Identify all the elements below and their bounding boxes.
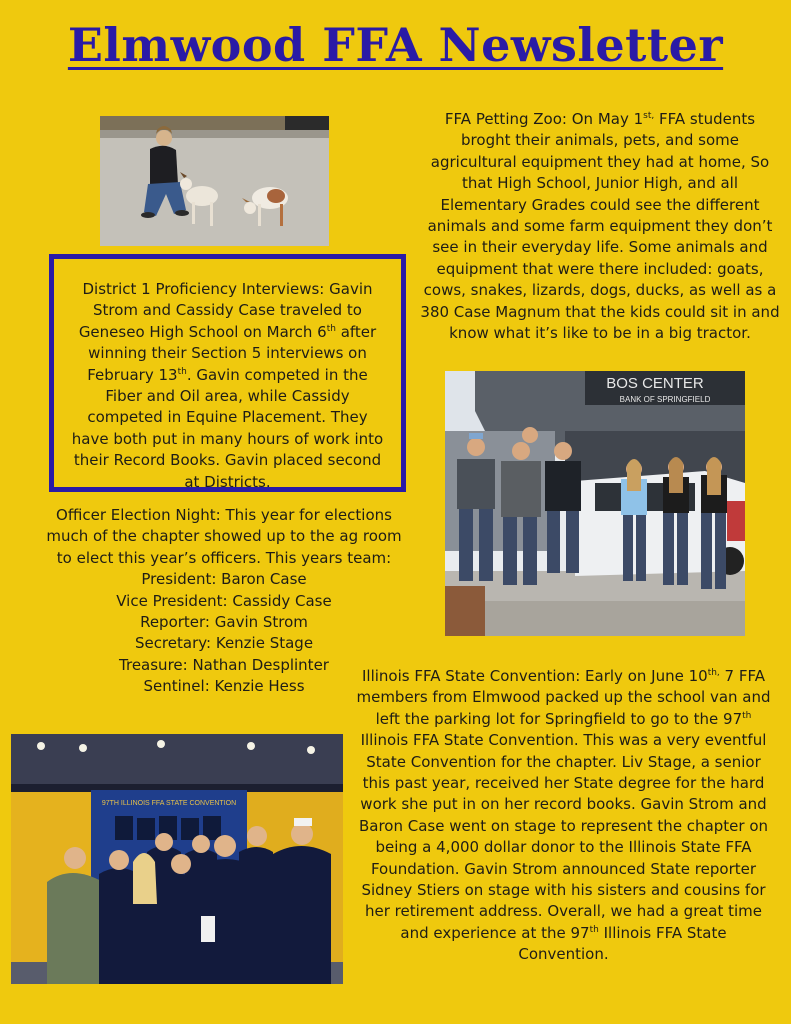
officer-item: Reporter: Gavin Strom <box>140 613 308 632</box>
convention-group-photo <box>11 734 343 984</box>
state-convention-article: Illinois FFA State Convention: Early on June $10^{th,}$ 7 FFA members from Elmwood packed up the school van and left the parking lot for Springfield to go to the 97th Illinois FFA State Convention. This was a very eventful State Convention for the chapter. Liv Stage, a senior this past year, received her State degree for the hard work she put in on her record books. Gavin Strom and Baron Case went on stage to represent the chapter on being a 4,000 dollar donor to the Illinois State FFA Foundation. Gavin Strom announced State reporter Sidney Stiers on stage with his sisters and cousins for her retirement address. Overall, we had a great time and experience at the 97th Illinois FFA State Convention. <box>356 667 771 964</box>
proficiency-article: District 1 Proficiency Interviews: Gavin Strom and Cassidy Case traveled to Geneseo High School on March 6th after winning their Section 5 interviews on February 13th. Gavin competed in the Fiber and Oil area, while Cassidy competed in Equine Placement. They have both put in many hours of work into their Record Books. Gavin placed second at Districts. <box>71 280 384 491</box>
officer-election-intro: Officer Election Night: This year for elections much of the chapter showed up to the ag room to elect this year’s officers. This years team: <box>46 506 402 567</box>
proficiency-article-box <box>49 254 406 492</box>
state-convention-van-photo <box>445 371 745 636</box>
convention-backdrop-text: 97TH ILLINOIS FFA STATE CONVENTION <box>101 800 237 807</box>
bos-sign-title: BOS CENTER <box>606 375 704 392</box>
newsletter-title: Elmwood FFA Newsletter <box>67 18 724 72</box>
officer-item: Vice President: Cassidy Case <box>116 591 332 610</box>
officer-item: Secretary: Kenzie Stage <box>134 634 314 653</box>
petting-zoo-photo <box>100 116 329 246</box>
bos-sign-subtitle: BANK OF SPRINGFIELD <box>619 395 711 404</box>
officer-item: Treasure: Nathan Desplinter <box>119 655 329 674</box>
officer-election-article <box>40 505 408 698</box>
petting-zoo-article: FFA Petting Zoo: On May $1^{st,}$ FFA students broght their animals, pets, and some agricultural equipment they had at home, So that High School, Junior High, and all Elementary Grades could see the different animals and some farm equipment they don’t see in their everyday life. Some animals and equipment that were there included: goats, cows, snakes, lizards, dogs, ducks, as well as a 380 Case Magnum that the kids could sit in and know what it’s like to be in a big tractor. <box>420 110 780 343</box>
officer-item: Sentinel: Kenzie Hess <box>143 677 305 696</box>
officer-item: President: Baron Case <box>141 570 307 589</box>
